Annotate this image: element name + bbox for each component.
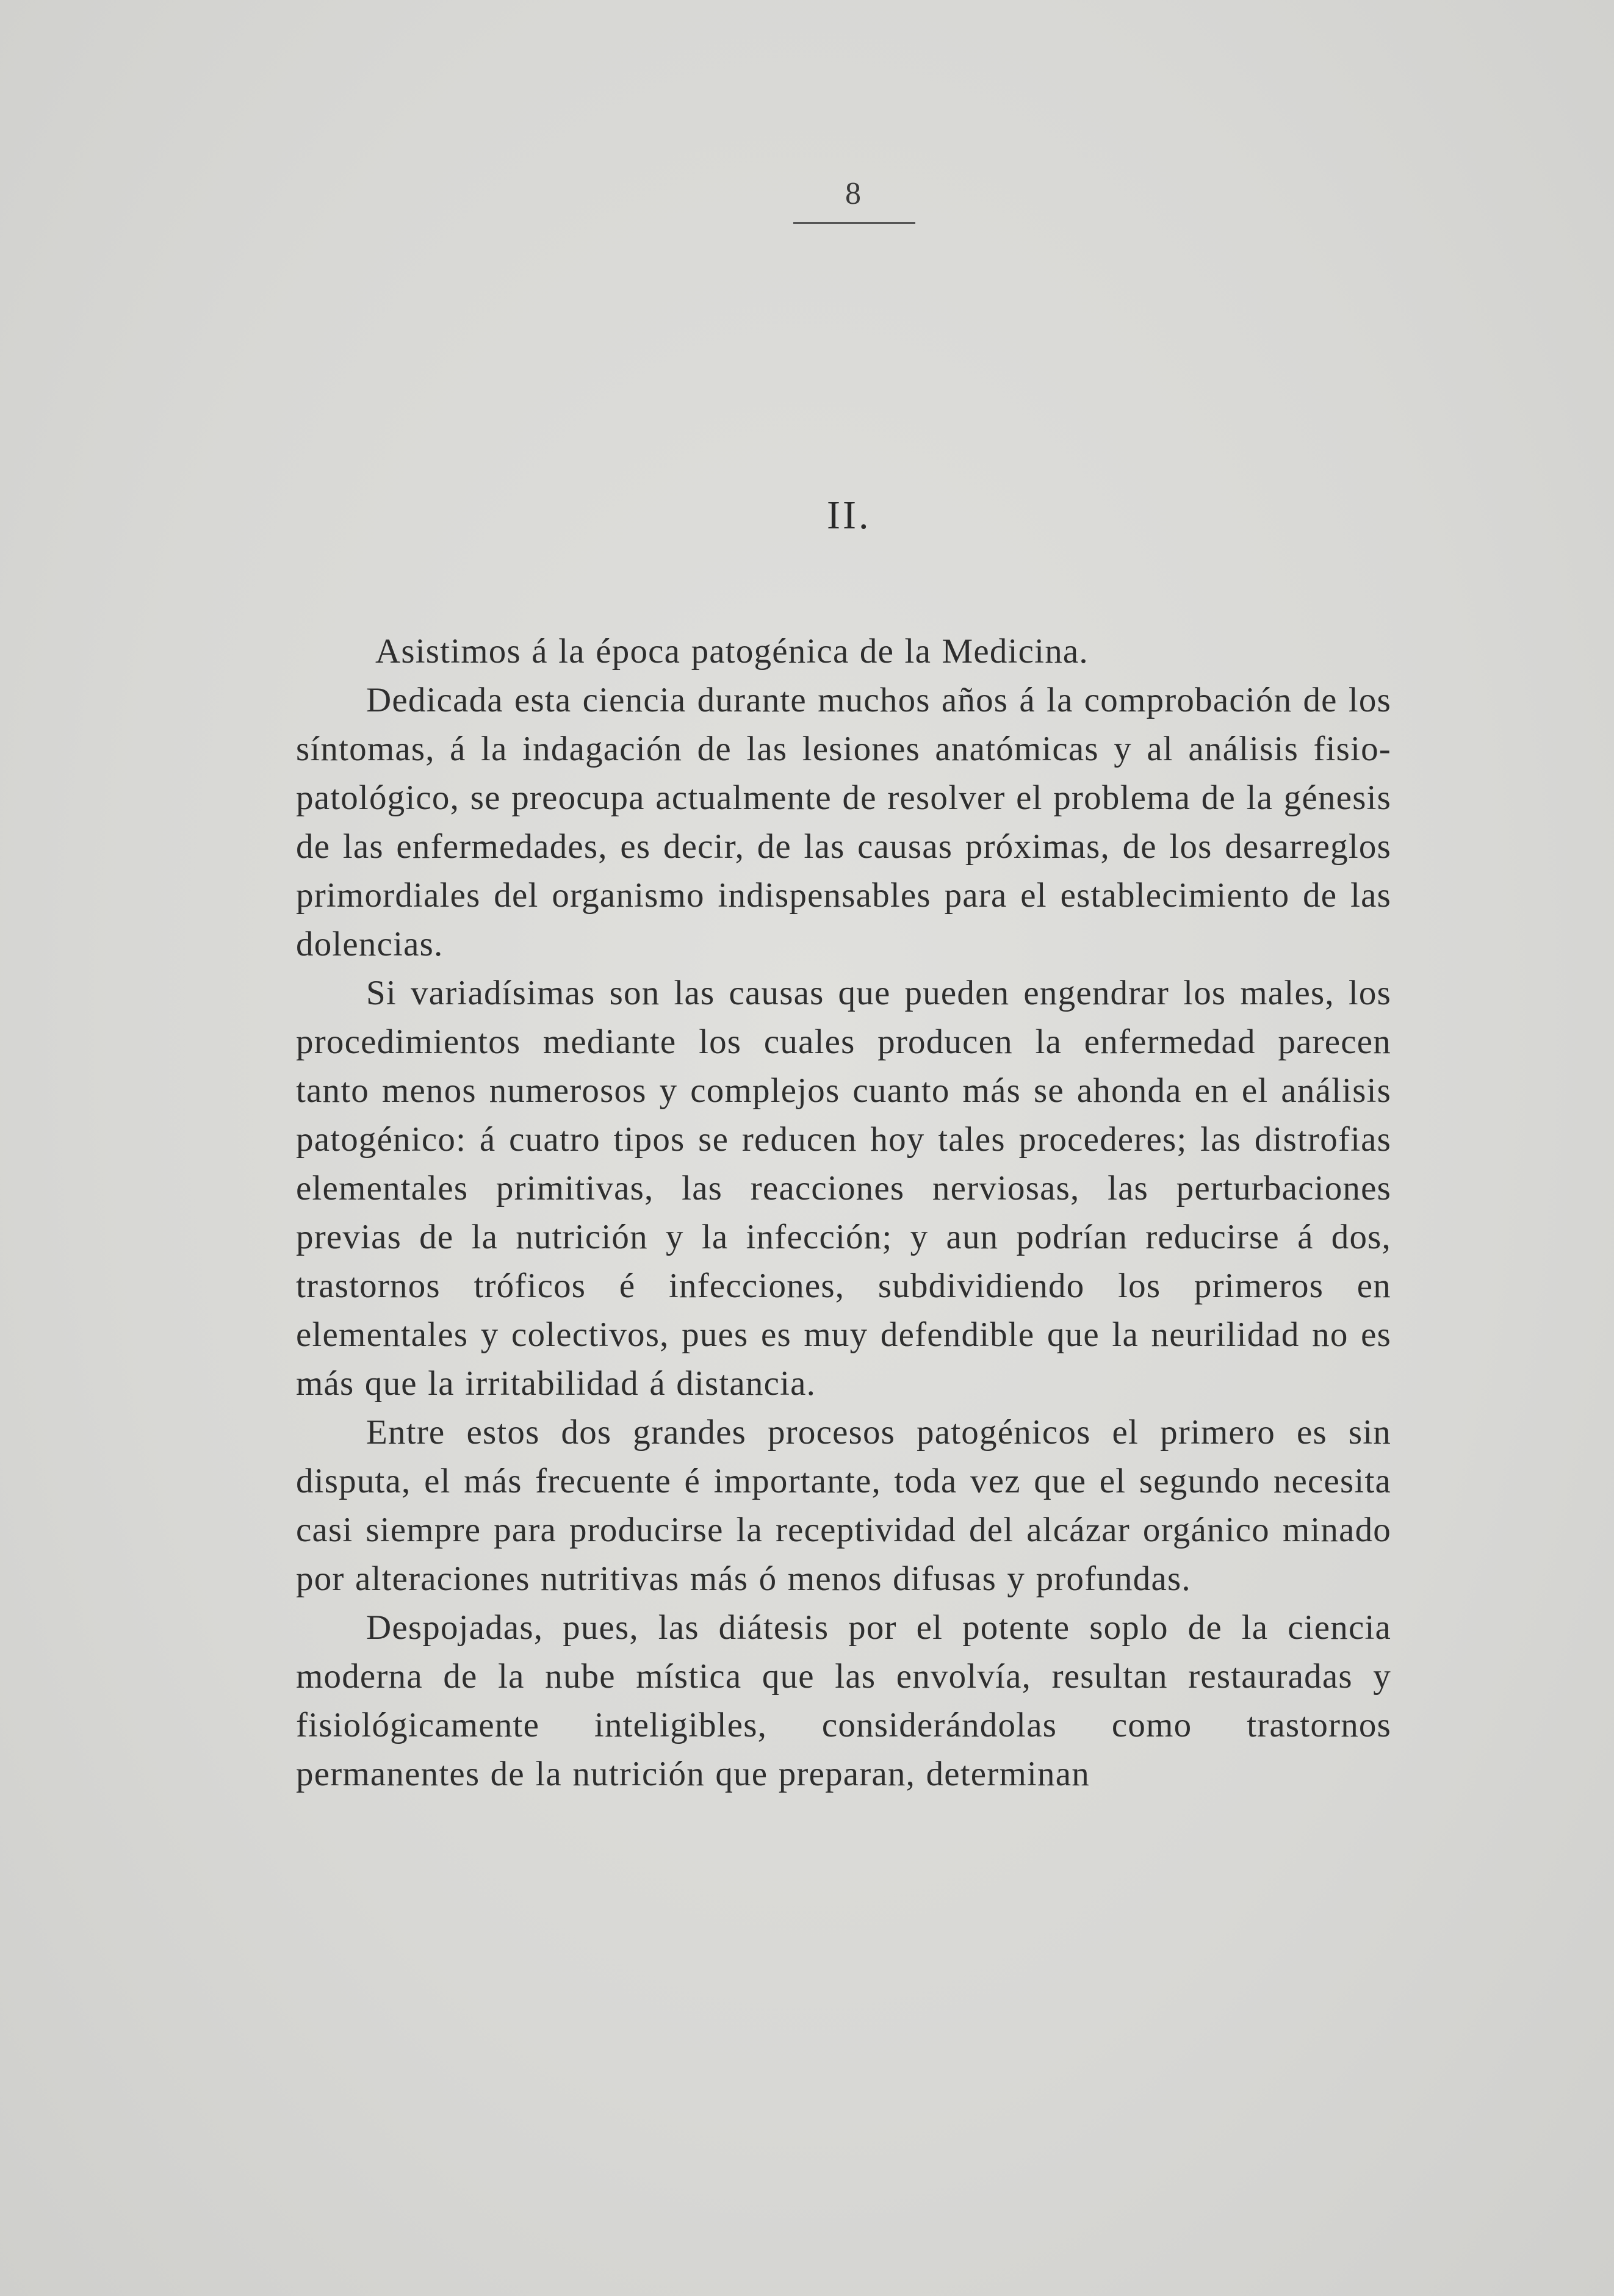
paragraph: Asistimos á la época patogénica de la Medicina. xyxy=(375,632,1089,671)
paragraph: Despojadas, pues, las diátesis por el potente soplo de la ciencia moderna de la nube mística que las envolvía, resultan restauradas y fisiológicamente inteligibles, considerándolas como trastornos permanentes de la nutrición que preparan, determinan xyxy=(296,1608,1391,1793)
paragraph: Entre estos dos grandes procesos patogénicos el primero es sin disputa, el más frecuente é importante, toda vez que el segundo necesita casi siempre para producirse la receptividad del alcázar orgánico minado por alteraciones nutritivas más ó menos difusas y profundas. xyxy=(296,1413,1391,1598)
paragraph: Si variadísimas son las causas que pueden engendrar los males, los procedimientos mediante los cuales producen la enfermedad parecen tanto menos numerosos y complejos cuanto más se ahonda en el análisis patogénico: á cuatro tipos se reducen hoy tales procederes; las distrofias elementales primitivas, las reacciones nerviosas, las perturbaciones previas de la nutrición y la infección; y aun podrían reducirse á dos, trastornos tróficos é infecciones, subdividiendo los primeros en elementales y colectivos, pues es muy defendible que la neurilidad no es más que la irritabilidad á distancia. xyxy=(296,974,1391,1403)
page-number-rule xyxy=(793,222,915,224)
section-heading: II. xyxy=(827,493,871,538)
page-number: 8 xyxy=(845,176,861,211)
body-text xyxy=(296,627,1391,1799)
paragraph: Dedicada esta ciencia durante muchos años á la comprobación de los síntomas, á la indagación de las lesiones anatómicas y al análisis fisio-patológico, se preocupa actualmente de resolver el problema de la génesis de las enfermedades, es decir, de las causas próximas, de los desarreglos primordiales del organismo indispensables para el establecimiento de las dolencias. xyxy=(296,681,1391,963)
